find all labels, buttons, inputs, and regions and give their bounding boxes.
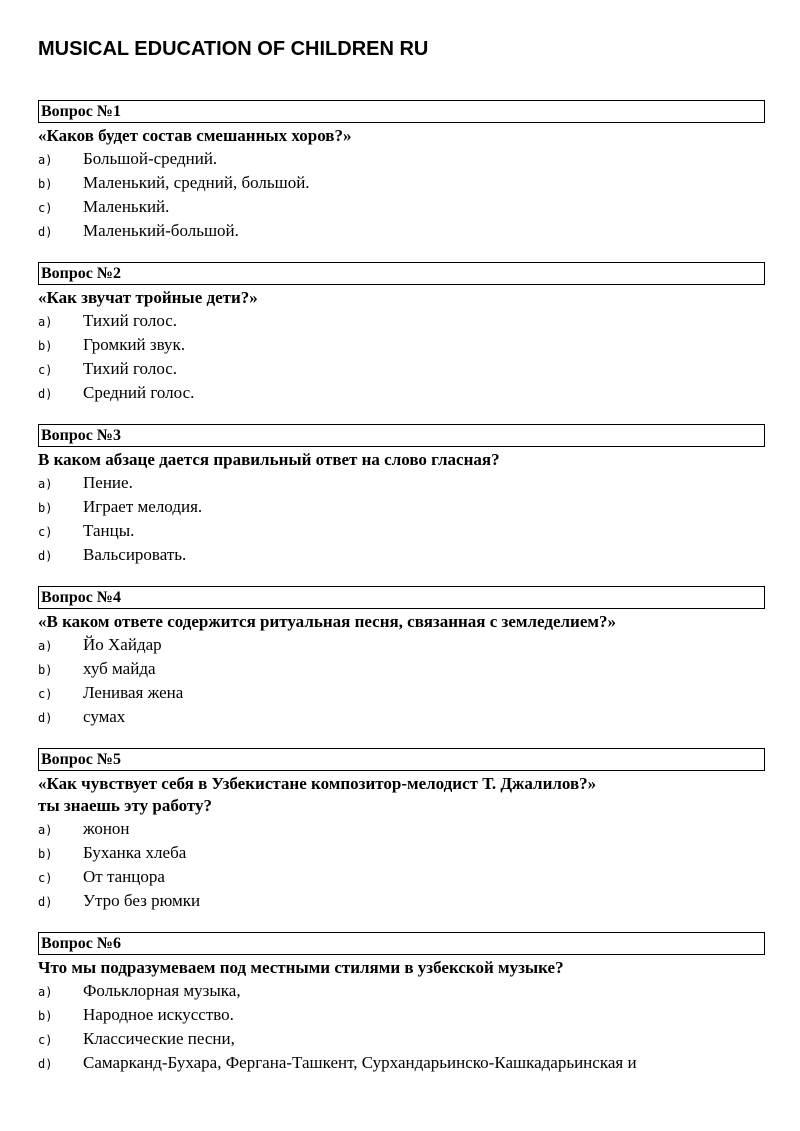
option-d[interactable] <box>38 705 765 729</box>
question-block-2 <box>38 262 765 405</box>
option-text: Тихий голос. <box>83 359 178 378</box>
option-d[interactable] <box>38 1051 765 1075</box>
option-text: Средний голос. <box>83 383 195 402</box>
option-letter: d) <box>38 387 53 401</box>
option-letter: b) <box>38 339 53 353</box>
option-text: Классические песни, <box>83 1029 235 1048</box>
option-text: Вальсировать. <box>83 545 187 564</box>
question-text: В каком абзаце дается правильный ответ на слово гласная? <box>38 450 500 469</box>
option-text: Играет мелодия. <box>83 497 203 516</box>
question-header: Вопрос №4 <box>38 586 765 609</box>
option-text: Громкий звук. <box>83 335 186 354</box>
option-c[interactable] <box>38 865 765 889</box>
option-d[interactable] <box>38 219 765 243</box>
question-block-3 <box>38 424 765 567</box>
option-letter: d) <box>38 225 53 239</box>
option-a[interactable] <box>38 147 765 171</box>
option-c[interactable] <box>38 519 765 543</box>
option-letter: a) <box>38 639 53 653</box>
option-text: Буханка хлеба <box>83 843 187 862</box>
option-text: Фольклорная музыка, <box>83 981 241 1000</box>
option-text: жонон <box>83 819 130 838</box>
option-a[interactable] <box>38 471 765 495</box>
option-text: Танцы. <box>83 521 135 540</box>
option-letter: a) <box>38 315 53 329</box>
option-text: Самарканд-Бухара, Фергана-Ташкент, Сурхандарьинско-Кашкадарьинская и <box>83 1053 637 1072</box>
option-c[interactable] <box>38 357 765 381</box>
option-letter: b) <box>38 501 53 515</box>
option-letter: b) <box>38 177 53 191</box>
question-header: Вопрос №2 <box>38 262 765 285</box>
option-d[interactable] <box>38 543 765 567</box>
option-text: От танцора <box>83 867 165 886</box>
option-c[interactable] <box>38 195 765 219</box>
option-letter: d) <box>38 895 53 909</box>
option-letter: c) <box>38 201 53 215</box>
option-b[interactable] <box>38 333 765 357</box>
option-b[interactable] <box>38 1003 765 1027</box>
question-block-6 <box>38 932 765 1075</box>
option-c[interactable] <box>38 1027 765 1051</box>
option-letter: d) <box>38 1057 53 1071</box>
option-b[interactable] <box>38 171 765 195</box>
question-block-1 <box>38 100 765 243</box>
option-text: Йо Хайдар <box>83 635 162 654</box>
option-text: хуб майда <box>83 659 156 678</box>
option-text: сумах <box>83 707 126 726</box>
question-text: «Как звучат тройные дети?» <box>38 288 258 307</box>
question-header: Вопрос №1 <box>38 100 765 123</box>
option-text: Пение. <box>83 473 133 492</box>
option-a[interactable] <box>38 817 765 841</box>
option-letter: c) <box>38 363 53 377</box>
option-b[interactable] <box>38 657 765 681</box>
option-letter: b) <box>38 663 53 677</box>
option-letter: a) <box>38 823 53 837</box>
option-text: Народное искусство. <box>83 1005 234 1024</box>
option-text: Ленивая жена <box>83 683 184 702</box>
option-b[interactable] <box>38 841 765 865</box>
question-text: «В каком ответе содержится ритуальная песня, связанная с земледелием?» <box>38 612 616 631</box>
question-header: Вопрос №5 <box>38 748 765 771</box>
option-letter: c) <box>38 687 53 701</box>
option-letter: c) <box>38 871 53 885</box>
option-letter: b) <box>38 1009 53 1023</box>
option-text: Большой-средний. <box>83 149 218 168</box>
option-letter: a) <box>38 985 53 999</box>
option-text: Маленький. <box>83 197 170 216</box>
option-text: Маленький-большой. <box>83 221 239 240</box>
option-letter: a) <box>38 477 53 491</box>
option-b[interactable] <box>38 495 765 519</box>
option-letter: d) <box>38 711 53 725</box>
question-text: Что мы подразумеваем под местными стилями в узбекской музыке? <box>38 958 564 977</box>
option-text: Тихий голос. <box>83 311 178 330</box>
option-text: Утро без рюмки <box>83 891 201 910</box>
option-a[interactable] <box>38 979 765 1003</box>
option-d[interactable] <box>38 381 765 405</box>
option-letter: a) <box>38 153 53 167</box>
option-c[interactable] <box>38 681 765 705</box>
option-text: Маленький, средний, большой. <box>83 173 310 192</box>
option-d[interactable] <box>38 889 765 913</box>
document-title: MUSICAL EDUCATION OF CHILDREN RU <box>38 38 429 60</box>
question-text-line-2: ты знаешь эту работу? <box>38 796 212 815</box>
option-a[interactable] <box>38 309 765 333</box>
option-letter: c) <box>38 525 53 539</box>
question-text: «Каков будет состав смешанных хоров?» <box>38 126 352 145</box>
question-header: Вопрос №3 <box>38 424 765 447</box>
option-letter: c) <box>38 1033 53 1047</box>
question-header: Вопрос №6 <box>38 932 765 955</box>
option-letter: d) <box>38 549 53 563</box>
question-block-5 <box>38 748 765 913</box>
question-text: «Как чувствует себя в Узбекистане композитор-мелодист Т. Джалилов?» <box>38 774 597 793</box>
question-block-4 <box>38 586 765 729</box>
option-letter: b) <box>38 847 53 861</box>
option-a[interactable] <box>38 633 765 657</box>
